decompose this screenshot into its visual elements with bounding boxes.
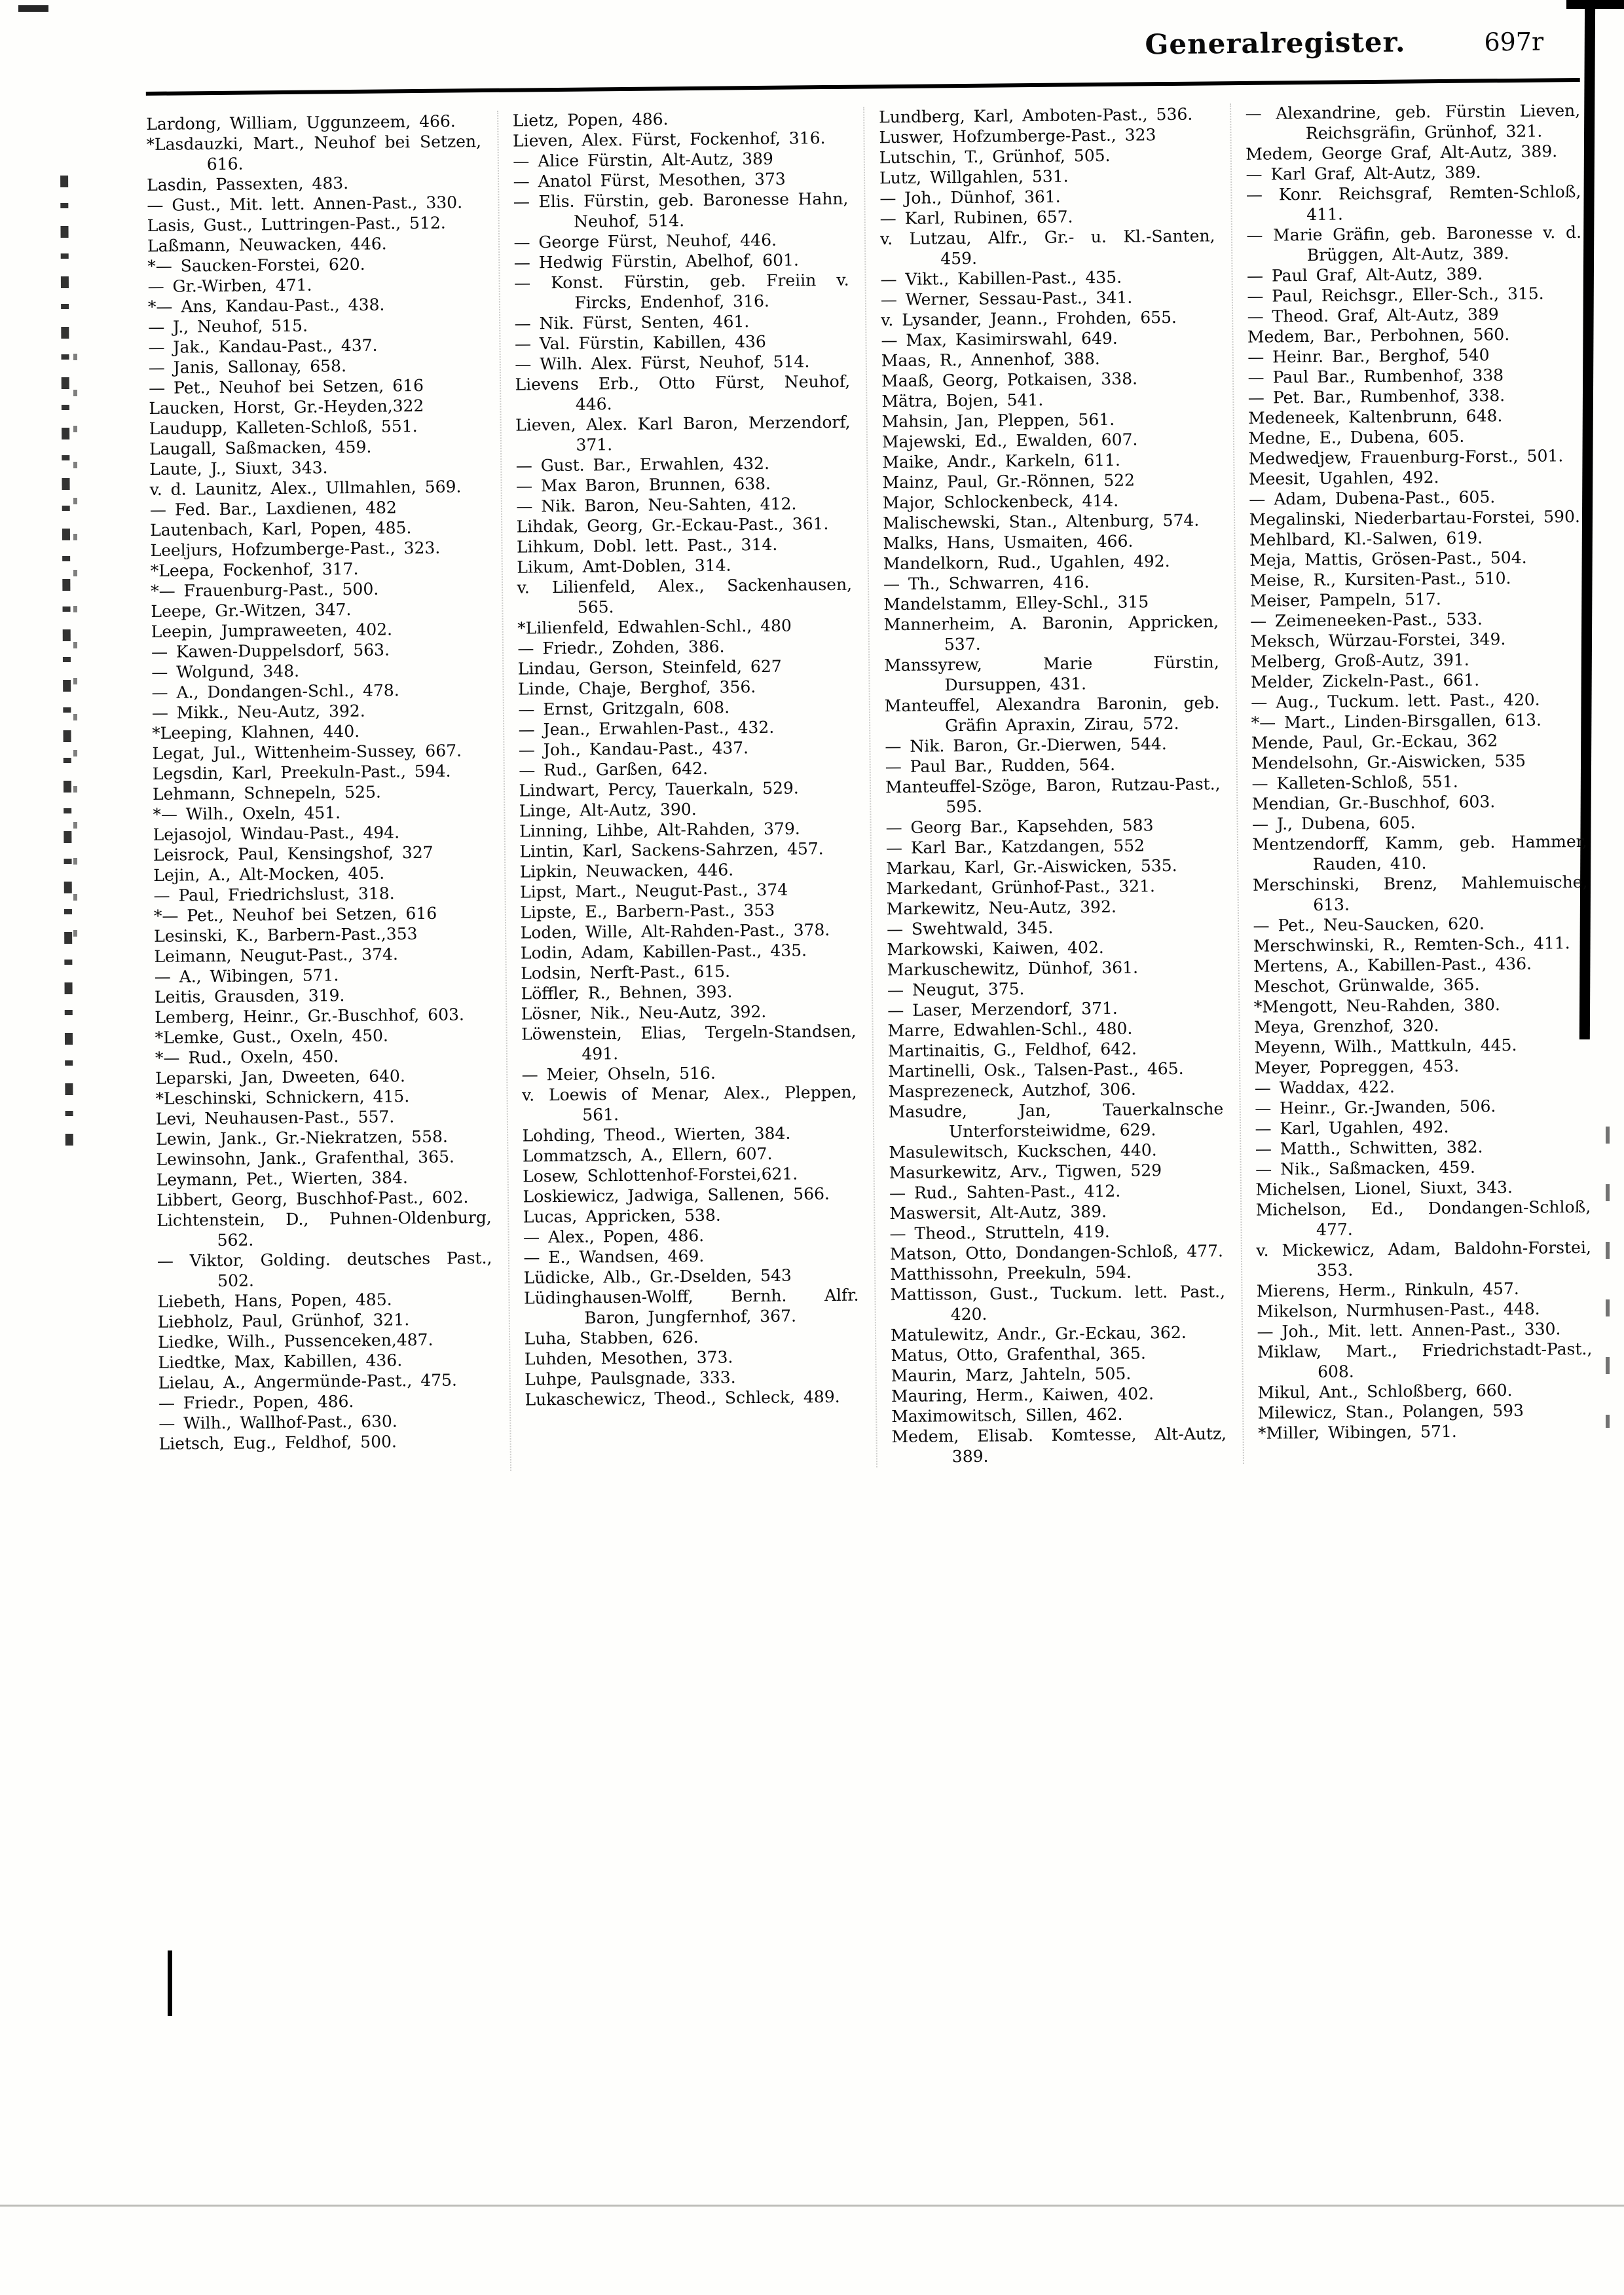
- page-number: 697r: [1484, 27, 1544, 57]
- index-entry: — Theod., Strutteln, 419.: [889, 1222, 1110, 1244]
- index-entry: — Adam, Dubena-Past., 605.: [1249, 487, 1496, 509]
- index-entry: — Rud., Sahten-Past., 412.: [889, 1181, 1121, 1203]
- index-entry: — J., Dubena, 605.: [1251, 813, 1416, 834]
- index-entry: Leparski, Jan, Dweeten, 640.: [155, 1066, 405, 1088]
- index-entry: Malks, Hans, Usmaiten, 466.: [883, 531, 1134, 553]
- index-entry: Lautenbach, Karl, Popen, 485.: [150, 518, 412, 540]
- index-entry: Maurin, Marz, Jahteln, 505.: [891, 1364, 1132, 1386]
- scan-artifact-top-left-mark: [18, 5, 48, 12]
- index-entry: — Wilh. Alex. Fürst, Neuhof, 514.: [515, 352, 810, 374]
- index-entry: Luhden, Mesothen, 373.: [524, 1347, 733, 1369]
- index-entry: Liebholz, Paul, Grünhof, 321.: [157, 1310, 410, 1332]
- index-entry: Lejin, A., Alt-Mocken, 405.: [153, 863, 385, 885]
- index-entry: — Theod. Graf, Alt-Autz, 389: [1247, 305, 1499, 326]
- index-entry: Meyenn, Wilh., Mattkuln, 445.: [1254, 1035, 1517, 1057]
- index-entry: Matus, Otto, Grafenthal, 365.: [891, 1343, 1146, 1366]
- index-entry: Matulewitz, Andr., Gr.-Eckau, 362.: [890, 1322, 1187, 1345]
- index-entry: — Jak., Kandau-Past., 437.: [148, 335, 378, 357]
- index-entry: Mikelson, Nurmhusen-Past., 448.: [1257, 1299, 1540, 1321]
- index-entry: Lichtenstein, D., Puhnen-Oldenburg, 562.: [157, 1208, 492, 1250]
- index-entry: Major, Schlockenbeck, 414.: [882, 491, 1119, 513]
- index-entry: — Karl, Rubinen, 657.: [879, 207, 1073, 229]
- index-entry: Malischewski, Stan., Altenburg, 574.: [883, 510, 1200, 533]
- index-entry: *Leeping, Klahnen, 440.: [152, 721, 360, 743]
- index-entry: Meesit, Ugahlen, 492.: [1248, 468, 1439, 489]
- index-entry: — Wilh., Wallhof-Past., 630.: [158, 1411, 397, 1433]
- index-entry: Mattisson, Gust., Tuckum. lett. Past., 420.: [890, 1282, 1226, 1324]
- index-entry: *Lilienfeld, Edwahlen-Schl., 480: [517, 616, 792, 638]
- index-entry: Leeljurs, Hofzumberge-Past., 323.: [150, 538, 441, 560]
- index-entry: — Nik., Saßmacken, 459.: [1255, 1157, 1476, 1179]
- index-entry: Melder, Zickeln-Past., 661.: [1250, 670, 1480, 692]
- index-entry: — Jean., Erwahlen-Past., 432.: [518, 717, 775, 739]
- index-entry: Lesinski, K., Barbern-Past.,353: [154, 924, 418, 946]
- index-entry: Mikul, Ant., Schloßberg, 660.: [1257, 1381, 1513, 1402]
- index-entry: — Rud., Garßen, 642.: [519, 758, 709, 780]
- index-entry: Matson, Otto, Dondangen-Schloß, 477.: [889, 1241, 1224, 1264]
- index-entry: — Pet., Neu-Saucken, 620.: [1253, 914, 1485, 935]
- index-entry: Loden, Wille, Alt-Rahden-Past., 378.: [520, 920, 830, 942]
- index-entry: Lietsch, Eug., Feldhof, 500.: [158, 1432, 397, 1453]
- index-entry: v. Lilienfeld, Alex., Sackenhausen, 565.: [517, 574, 853, 617]
- index-entry: — Fed. Bar., Laxdienen, 482: [149, 498, 397, 519]
- index-entry: Maximowitsch, Sillen, 462.: [891, 1404, 1123, 1427]
- index-entry: Lösner, Nik., Neu-Autz, 392.: [521, 1001, 767, 1024]
- index-columns: [146, 100, 1593, 1474]
- index-entry: Mahsin, Jan, Pleppen, 561.: [881, 409, 1115, 432]
- index-entry: — Joh., Mit. lett. Annen-Past., 330.: [1257, 1319, 1561, 1341]
- index-entry: Masurkewitz, Arv., Tigwen, 529: [889, 1161, 1162, 1183]
- index-entry: Mierens, Herm., Rinkuln, 457.: [1256, 1278, 1519, 1301]
- index-entry: Michelson, Ed., Dondangen-Schloß, 477.: [1255, 1197, 1591, 1239]
- index-entry: — Paul Graf, Alt-Autz, 389.: [1246, 264, 1483, 286]
- index-entry: Masudre, Jan, Tauerkalnsche Unterforsteiwidme, 629.: [888, 1099, 1224, 1142]
- index-entry: — Pet., Neuhof bei Setzen, 616: [148, 375, 424, 398]
- index-entry: — Mikk., Neu-Autz, 392.: [151, 701, 365, 722]
- index-column-4: [1230, 100, 1593, 1464]
- index-entry: Lihdak, Georg, Gr.-Eckau-Past., 361.: [516, 514, 829, 536]
- index-entry: Libbert, Georg, Buschhof-Past., 602.: [156, 1187, 469, 1210]
- index-entry: Leitis, Grausden, 319.: [154, 986, 345, 1007]
- index-entry: Levi, Neuhausen-Past., 557.: [155, 1107, 395, 1129]
- index-entry: v. Mickewicz, Adam, Baldohn-Forstei, 353.: [1256, 1237, 1591, 1280]
- index-entry: *Leepa, Fockenhof, 317.: [150, 559, 359, 580]
- index-entry: *Lemke, Gust., Oxeln, 450.: [155, 1026, 389, 1047]
- index-entry: Michelsen, Lionel, Siuxt, 343.: [1255, 1178, 1513, 1199]
- scan-artifact-bottom-left-tick: [168, 1950, 172, 2016]
- index-entry: — Zeimeneeken-Past., 533.: [1249, 609, 1483, 631]
- index-entry: Lipst, Mart., Neugut-Past., 374: [519, 880, 788, 902]
- index-entry: — Karl Graf, Alt-Autz, 389.: [1246, 162, 1481, 184]
- index-entry: — Vikt., Kabillen-Past., 435.: [880, 267, 1122, 289]
- index-entry: Mainz, Paul, Gr.-Rönnen, 522: [882, 470, 1135, 493]
- index-entry: Lieven, Alex. Karl Baron, Merzendorf, 371.: [515, 412, 851, 455]
- index-entry: — Waddax, 422.: [1254, 1077, 1395, 1098]
- index-entry: Majewski, Ed., Ewalden, 607.: [881, 430, 1138, 452]
- index-entry: *— Ans, Kandau-Past., 438.: [147, 295, 385, 316]
- index-entry: Manssyrew, Marie Fürstin, Dursuppen, 431.: [884, 652, 1219, 695]
- index-entry: — Paul, Friedrichslust, 318.: [153, 884, 395, 905]
- index-entry: *— Rud., Oxeln, 450.: [155, 1047, 339, 1068]
- index-entry: — Swehtwald, 345.: [886, 918, 1054, 939]
- index-entry: Laugall, Saßmacken, 459.: [149, 437, 372, 458]
- index-entry: — Aug., Tuckum. lett. Past., 420.: [1251, 690, 1540, 712]
- index-entry: Maaß, Georg, Potkaisen, 338.: [881, 369, 1138, 391]
- index-entry: — Friedr., Popen, 486.: [158, 1392, 354, 1413]
- index-entry: Mannerheim, A. Baronin, Appricken, 537.: [883, 612, 1219, 654]
- index-entry: Meyer, Popreggen, 453.: [1254, 1056, 1460, 1077]
- index-entry: — Gust., Mit. lett. Annen-Past., 330.: [147, 193, 463, 215]
- index-entry: — Nik. Fürst, Senten, 461.: [514, 312, 750, 333]
- page-content: [145, 24, 1593, 1474]
- index-entry: — Paul Bar., Rumbenhof, 338: [1247, 365, 1504, 387]
- scan-artifact-left-speckle: [60, 176, 73, 1158]
- index-entry: *— Frauenburg-Past., 500.: [150, 579, 379, 601]
- index-entry: Masulewitsch, Kuckschen, 440.: [889, 1140, 1157, 1163]
- index-entry: Lipkin, Neuwacken, 446.: [519, 860, 734, 882]
- index-entry: Lüdicke, Alb., Gr.-Dselden, 543: [523, 1265, 792, 1288]
- index-entry: Lindau, Gerson, Steinfeld, 627: [517, 656, 782, 679]
- index-entry: Lietz, Popen, 486.: [512, 109, 669, 130]
- index-entry: Leepin, Jumpraweeten, 402.: [151, 620, 393, 641]
- index-entry: Medem, Bar., Perbohnen, 560.: [1247, 325, 1510, 346]
- index-entry: — Karl Bar., Katzdangen, 552: [885, 836, 1145, 858]
- index-entry: — Pet. Bar., Rumbenhof, 338.: [1247, 386, 1505, 407]
- index-entry: v. Lutzau, Alfr., Gr.- u. Kl.-Santen, 459.: [879, 226, 1215, 269]
- index-entry: Milewicz, Stan., Polangen, 593: [1257, 1400, 1524, 1423]
- index-entry: Medwedjew, Frauenburg-Forst., 501.: [1248, 446, 1564, 468]
- index-entry: Maswersit, Alt-Autz, 389.: [889, 1201, 1107, 1223]
- index-entry: — Anatol Fürst, Mesothen, 373: [513, 169, 786, 191]
- index-entry: Lucas, Appricken, 538.: [523, 1205, 721, 1227]
- index-entry: *— Mart., Linden-Birsgallen, 613.: [1251, 710, 1542, 732]
- index-entry: Löwenstein, Elias, Tergeln-Standsen, 491.: [521, 1021, 857, 1064]
- index-entry: Markau, Karl, Gr.-Aiswicken, 535.: [886, 855, 1177, 878]
- index-entry: Meja, Mattis, Grösen-Past., 504.: [1249, 548, 1527, 570]
- scan-artifact-right-dashes: [1606, 1127, 1610, 1428]
- index-entry: Laucken, Horst, Gr.-Heyden,322: [149, 396, 424, 418]
- scan-artifact-bottom-edge: [0, 2205, 1624, 2207]
- index-entry: — Werner, Sessau-Past., 341.: [880, 288, 1133, 310]
- index-entry: Manteuffel, Alexandra Baronin, geb. Gräfin Apraxin, Zirau, 572.: [884, 693, 1220, 736]
- index-entry: Liedke, Wilh., Pussenceken,487.: [157, 1330, 434, 1352]
- index-entry: Manteuffel-Szöge, Baron, Rutzau-Past., 595.: [885, 774, 1221, 817]
- index-entry: Lewinsohn, Jank., Grafenthal, 365.: [156, 1147, 455, 1169]
- index-entry: Maike, Andr., Karkeln, 611.: [882, 450, 1121, 472]
- index-entry: *Lasdauzki, Mart., Neuhof bei Setzen, 616.: [146, 132, 482, 174]
- index-entry: — Th., Schwarren, 416.: [883, 572, 1090, 594]
- index-entry: Mertens, A., Kabillen-Past., 436.: [1253, 954, 1532, 976]
- index-entry: Lejasojol, Windau-Past., 494.: [153, 823, 400, 844]
- index-entry: Markedant, Grünhof-Past., 321.: [886, 876, 1156, 899]
- index-entry: — Gr.-Wirben, 471.: [147, 275, 312, 296]
- index-entry: Medne, E., Dubena, 605.: [1248, 426, 1465, 448]
- index-entry: — Kawen-Duppelsdorf, 563.: [151, 640, 390, 662]
- index-entry: Laute, J., Siuxt, 343.: [149, 458, 328, 479]
- index-entry: Medeneek, Kaltenbrunn, 648.: [1248, 406, 1503, 428]
- index-entry: Marre, Edwahlen-Schl., 480.: [887, 1018, 1133, 1041]
- index-entry: Leepe, Gr.-Witzen, 347.: [151, 600, 352, 621]
- index-entry: Linge, Alt-Autz, 390.: [519, 799, 697, 821]
- index-entry: Lemberg, Heinr., Gr.-Buschhof, 603.: [155, 1005, 465, 1027]
- scan-artifact-top-right-corner: [1566, 0, 1624, 9]
- index-entry: Lundberg, Karl, Amboten-Past., 536.: [879, 104, 1193, 127]
- index-entry: Mende, Paul, Gr.-Eckau, 362: [1251, 731, 1498, 753]
- index-entry: Lielau, A., Angermünde-Past., 475.: [158, 1370, 458, 1392]
- index-entry: Leimann, Neugut-Past., 374.: [154, 944, 399, 966]
- index-entry: — George Fürst, Neuhof, 446.: [513, 230, 777, 252]
- index-entry: Maas, R., Annenhof, 388.: [881, 349, 1100, 371]
- index-entry: — Konr. Reichsgraf, Remten-Schloß, 411.: [1246, 181, 1581, 224]
- index-entry: Meiser, Pampeln, 517.: [1249, 589, 1441, 610]
- index-column-1: [146, 111, 494, 1474]
- index-entry: Mätra, Bojen, 541.: [881, 390, 1044, 411]
- index-entry: Likum, Amt-Doblen, 314.: [517, 555, 731, 577]
- index-entry: Melberg, Groß-Autz, 391.: [1250, 650, 1469, 671]
- index-entry: Medem, George Graf, Alt-Autz, 389.: [1246, 141, 1558, 164]
- index-entry: — Alice Fürstin, Alt-Autz, 389: [513, 149, 773, 171]
- index-entry: — Neugut, 375.: [887, 979, 1025, 1000]
- index-entry: Martinaitis, G., Feldhof, 642.: [887, 1039, 1137, 1061]
- index-entry: v. Lysander, Jeann., Frohden, 655.: [881, 307, 1177, 330]
- index-entry: v. Loewis of Menar, Alex., Pleppen, 561.: [521, 1082, 857, 1125]
- index-entry: *— Saucken-Forstei, 620.: [147, 254, 365, 276]
- index-entry: Meya, Grenzhof, 320.: [1253, 1016, 1439, 1037]
- index-entry: v. d. Launitz, Alex., Ullmahlen, 569.: [149, 477, 462, 499]
- index-entry: Lutz, Willgahlen, 531.: [879, 166, 1069, 188]
- index-entry: — Georg Bar., Kapsehden, 583: [885, 815, 1154, 838]
- index-entry: Leisrock, Paul, Kensingshof, 327: [153, 842, 434, 865]
- index-entry: — Matth., Schwitten, 382.: [1255, 1137, 1483, 1159]
- index-entry: — Friedr., Zohden, 386.: [517, 637, 725, 658]
- index-entry: Lardong, William, Uggunzeem, 466.: [146, 111, 456, 134]
- index-entry: — Nik. Baron, Gr.-Dierwen, 544.: [885, 734, 1167, 756]
- index-entry: Linde, Chaje, Berghof, 356.: [517, 677, 756, 699]
- index-entry: Meksch, Würzau-Forstei, 349.: [1250, 629, 1506, 651]
- index-entry: — Max Baron, Brunnen, 638.: [515, 474, 771, 496]
- index-entry: Leymann, Pet., Wierten, 384.: [156, 1168, 408, 1189]
- index-entry: Lodsin, Nerft-Past., 615.: [521, 961, 731, 983]
- index-entry: Liedtke, Max, Kabillen, 436.: [158, 1351, 403, 1372]
- index-entry: Meschot, Grünwalde, 365.: [1253, 975, 1480, 996]
- index-entry: — Ernst, Gritzgaln, 608.: [518, 698, 730, 719]
- index-entry: *— Wilh., Oxeln, 451.: [153, 803, 341, 824]
- index-entry: — A., Wibingen, 571.: [154, 965, 339, 986]
- index-entry: Lindwart, Percy, Tauerkaln, 529.: [519, 778, 799, 800]
- index-entry: — Meier, Ohseln, 516.: [521, 1063, 716, 1085]
- index-entry: Masprezeneck, Autzhof, 306.: [888, 1079, 1137, 1102]
- index-entry: — Paul Bar., Rudden, 564.: [885, 755, 1116, 777]
- index-entry: — J., Neuhof, 515.: [148, 316, 308, 337]
- index-entry: — Laser, Merzendorf, 371.: [887, 998, 1118, 1020]
- index-entry: — Val. Fürstin, Kabillen, 436: [514, 331, 766, 354]
- index-entry: Lommatzsch, A., Ellern, 607.: [522, 1144, 773, 1166]
- index-entry: Martinelli, Osk., Talsen-Past., 465.: [888, 1058, 1184, 1081]
- index-entry: — Heinr. Bar., Berghof, 540: [1247, 345, 1490, 367]
- index-entry: Lipste, E., Barbern-Past., 353: [520, 900, 775, 922]
- index-entry: Lehmann, Schnepeln, 525.: [152, 782, 382, 804]
- index-entry: Markuschewitz, Dünhof, 361.: [887, 958, 1139, 980]
- index-entry: Mendelsohn, Gr.-Aiswicken, 535: [1251, 751, 1526, 773]
- index-entry: Lievens Erb., Otto Fürst, Neuhof, 446.: [515, 371, 851, 414]
- index-entry: — E., Wandsen, 469.: [523, 1246, 705, 1267]
- index-entry: Mehlbard, Kl.-Salwen, 619.: [1249, 528, 1483, 550]
- index-entry: Legat, Jul., Wittenheim-Sussey, 667.: [152, 741, 462, 763]
- index-entry: — Janis, Sallonay, 658.: [148, 356, 347, 377]
- index-entry: — Nik. Baron, Neu-Sahten, 412.: [516, 494, 797, 516]
- index-entry: — Paul, Reichsgr., Eller-Sch., 315.: [1247, 284, 1544, 306]
- index-entry: — Marie Gräfin, geb. Baronesse v. d. Brüggen, Alt-Autz, 389.: [1246, 222, 1582, 265]
- index-entry: *Mengott, Neu-Rahden, 380.: [1253, 995, 1501, 1017]
- index-entry: — Joh., Dünhof, 361.: [879, 187, 1061, 208]
- index-entry: Luhpe, Paulsgnade, 333.: [525, 1368, 736, 1389]
- index-entry: Loskiewicz, Jadwiga, Sallenen, 566.: [523, 1184, 830, 1206]
- index-entry: Legsdin, Karl, Preekuln-Past., 594.: [152, 761, 451, 783]
- index-entry: Mentzendorff, Kamm, geb. Hammer, Rauden, 410.: [1252, 831, 1588, 874]
- index-entry: Löffler, R., Behnen, 393.: [521, 982, 733, 1003]
- index-entry: Merschinski, Brenz, Mahlemuische, 613.: [1252, 872, 1588, 914]
- index-entry: Luha, Stabben, 626.: [524, 1327, 699, 1349]
- index-entry: — Viktor, Golding. deutsches Past., 502.: [157, 1248, 492, 1291]
- index-entry: — Hedwig Fürstin, Abelhof, 601.: [513, 250, 800, 272]
- index-entry: *Miller, Wibingen, 571.: [1257, 1421, 1457, 1443]
- index-entry: Mendian, Gr.-Buschhof, 603.: [1251, 792, 1496, 813]
- index-entry: Mandelkorn, Rud., Ugahlen, 492.: [883, 551, 1170, 574]
- index-entry: *— Pet., Neuhof bei Setzen, 616: [153, 903, 437, 925]
- index-entry: Mauring, Herm., Kaiwen, 402.: [891, 1384, 1154, 1406]
- index-entry: — Gust. Bar., Erwahlen, 432.: [515, 453, 770, 476]
- page-title: Generalregister.: [1145, 26, 1406, 61]
- index-column-2: [497, 107, 860, 1471]
- index-entry: Markewitz, Neu-Autz, 392.: [886, 897, 1117, 919]
- index-entry: Lewin, Jank., Gr.-Niekratzen, 558.: [156, 1127, 448, 1149]
- index-entry: Lohding, Theod., Wierten, 384.: [522, 1123, 791, 1146]
- index-entry: Lihkum, Dobl. lett. Past., 314.: [516, 534, 778, 557]
- index-column-3: [863, 103, 1227, 1467]
- index-entry: Lutschin, T., Grünhof, 505.: [879, 145, 1111, 168]
- index-entry: — Karl, Ugahlen, 492.: [1255, 1117, 1449, 1138]
- index-entry: — Wolgund, 348.: [151, 661, 300, 682]
- index-entry: Lieven, Alex. Fürst, Fockenhof, 316.: [512, 128, 826, 151]
- index-entry: Lüdinghausen-Wolff, Bernh. Alfr. Baron, Jungfernhof, 367.: [523, 1285, 859, 1328]
- index-entry: Lodin, Adam, Kabillen-Past., 435.: [520, 941, 807, 963]
- index-entry: Luswer, Hofzumberge-Past., 323: [879, 125, 1156, 147]
- index-entry: — Konst. Fürstin, geb. Freiin v. Fircks, Endenhof, 316.: [513, 270, 849, 312]
- index-entry: — Alexandrine, geb. Fürstin Lieven, Reichsgräfin, Grünhof, 321.: [1245, 100, 1581, 143]
- index-entry: Meise, R., Kursiten-Past., 510.: [1249, 569, 1511, 590]
- index-entry: — A., Dondangen-Schl., 478.: [151, 681, 399, 702]
- index-entry: Linning, Lihbe, Alt-Rahden, 379.: [519, 819, 800, 841]
- index-entry: Markowski, Kaiwen, 402.: [887, 938, 1104, 960]
- index-entry: Losew, Schlottenhof-Forstei,621.: [523, 1164, 798, 1186]
- index-entry: Liebeth, Hans, Popen, 485.: [157, 1290, 392, 1311]
- scan-artifact-left-speckle-2: [73, 354, 77, 943]
- index-entry: — Elis. Fürstin, geb. Baronesse Hahn, Neuhof, 514.: [513, 189, 849, 231]
- index-entry: Merschwinski, R., Remten-Sch., 411.: [1253, 933, 1570, 956]
- index-entry: Matthissohn, Preekuln, 594.: [890, 1262, 1132, 1284]
- index-entry: Laßmann, Neuwacken, 446.: [147, 234, 387, 255]
- index-entry: *Leschinski, Schnickern, 415.: [155, 1087, 410, 1108]
- index-entry: — Heinr., Gr.-Jwanden, 506.: [1255, 1096, 1496, 1118]
- index-entry: — Max, Kasimirswahl, 649.: [881, 328, 1118, 350]
- index-entry: Lintin, Karl, Sackens-Sahrzen, 457.: [519, 839, 824, 861]
- index-entry: — Alex., Popen, 486.: [523, 1225, 705, 1247]
- index-entry: Megalinski, Niederbartau-Forstei, 590.: [1249, 507, 1581, 529]
- index-entry: Mandelstamm, Elley-Schl., 315: [883, 592, 1149, 614]
- index-entry: Medem, Elisab. Komtesse, Alt-Autz, 389.: [891, 1424, 1227, 1466]
- index-entry: Lukaschewicz, Theod., Schleck, 489.: [525, 1387, 840, 1409]
- index-entry: — Joh., Kandau-Past., 437.: [518, 738, 749, 760]
- index-entry: Lasis, Gust., Luttringen-Past., 512.: [147, 213, 446, 235]
- index-entry: Lasdin, Passexten, 483.: [147, 174, 349, 195]
- index-entry: Laudupp, Kalleten-Schloß, 551.: [149, 417, 418, 438]
- index-entry: Miklaw, Mart., Friedrichstadt-Past., 608.: [1257, 1339, 1593, 1381]
- index-entry: — Kalleten-Schloß, 551.: [1251, 772, 1458, 793]
